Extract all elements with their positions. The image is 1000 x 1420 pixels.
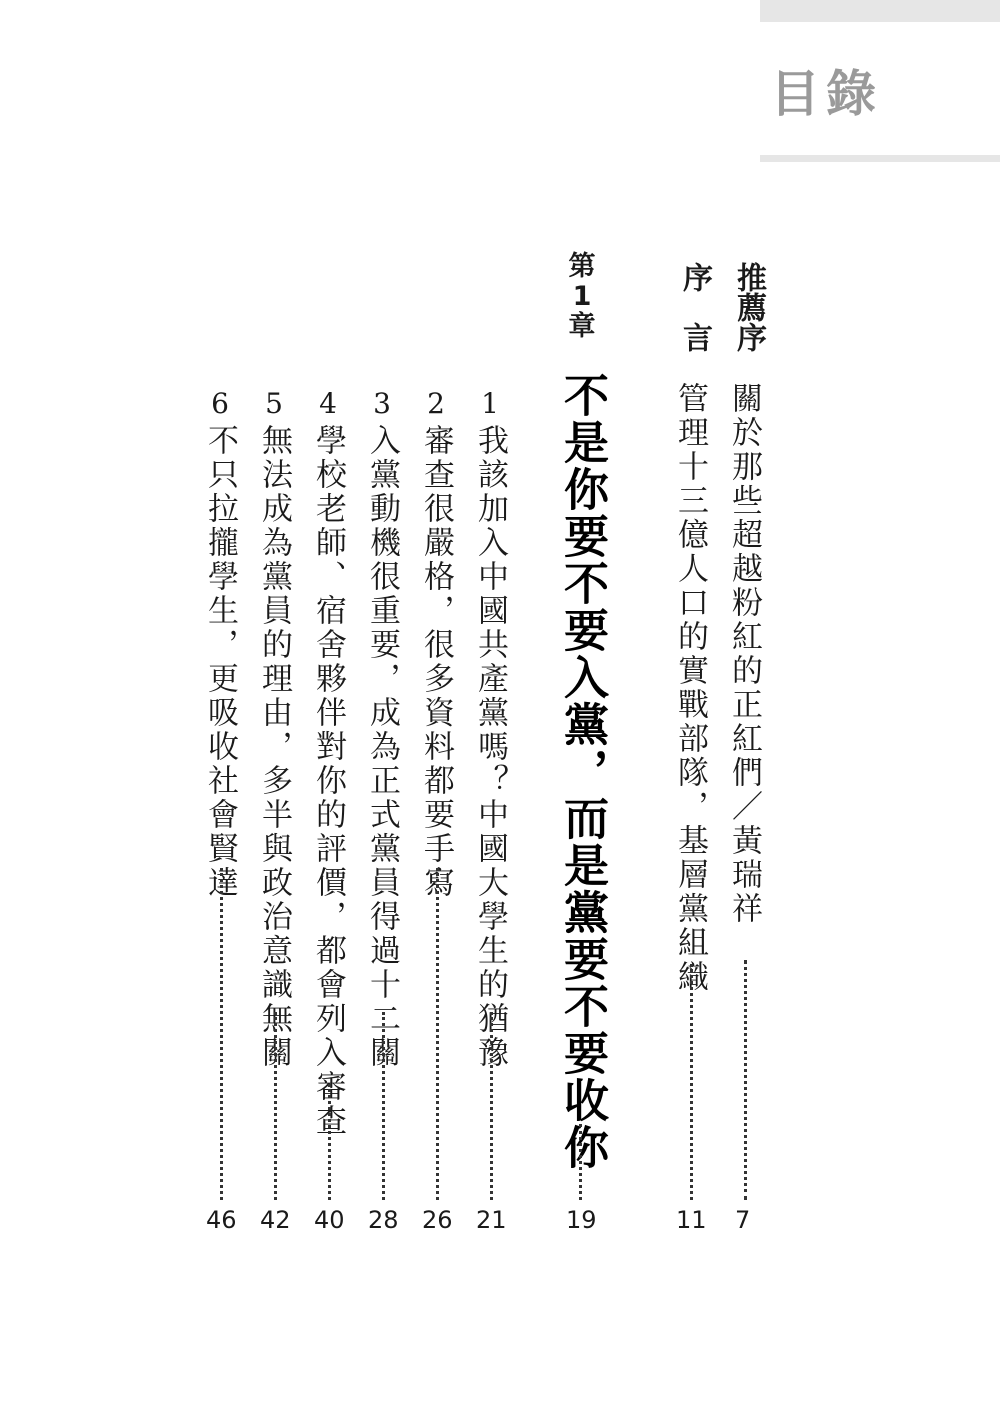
leader-dots: [328, 1084, 331, 1200]
chapter-label-prefix: 第: [568, 251, 596, 282]
section-title: 學校老師、宿舍夥伴對你的評價，都會列入審查: [310, 424, 346, 1138]
page-number: 28: [368, 1206, 399, 1234]
page-number: 11: [676, 1206, 707, 1234]
page-number: 7: [735, 1206, 751, 1234]
chapter-number: 1: [572, 281, 592, 312]
leader-dots: [744, 960, 747, 1200]
page-title: 目錄: [770, 64, 882, 123]
section-number: 1: [481, 387, 499, 420]
leader-dots: [220, 868, 223, 1200]
section-number: 2: [427, 387, 445, 420]
section-title: 入黨動機很重要，成為正式黨員得過十二關: [364, 424, 400, 1070]
chapter-page-number: 19: [566, 1206, 597, 1234]
section-number: 4: [319, 387, 337, 420]
chapter-label-suffix: 章: [568, 311, 596, 342]
section-title: 無法成為黨員的理由，多半與政治意識無關: [256, 424, 292, 1070]
page-number: 42: [260, 1206, 291, 1234]
section-number: 3: [373, 387, 391, 420]
front-matter-title-1: 關於那些超越粉紅的正紅們／黃瑞祥: [726, 382, 762, 926]
leader-dots: [436, 868, 439, 1200]
chapter-label: [562, 252, 602, 342]
section-number: 5: [265, 387, 283, 420]
section-title: 不只拉攏學生，更吸收社會賢達: [202, 424, 238, 900]
leader-dots: [579, 1124, 582, 1200]
section-number: 6: [211, 387, 229, 420]
leader-dots: [490, 1012, 493, 1200]
leader-dots: [382, 1012, 385, 1200]
page-number: 46: [206, 1206, 237, 1234]
page-number: 26: [422, 1206, 453, 1234]
front-matter-title-2: 管理十三億人口的實戰部隊，基層黨組織: [672, 382, 708, 994]
section-title: 我該加入中國共產黨嗎？中國大學生的猶豫: [472, 424, 508, 1070]
section-title: 審查很嚴格，很多資料都要手寫: [418, 424, 454, 900]
page-number: 40: [314, 1206, 345, 1234]
front-matter-label-2: 序 言: [677, 262, 712, 352]
chapter-title: 不是你要不要入黨，而是黨要不要收你: [556, 372, 609, 1171]
page-number: 21: [476, 1206, 507, 1234]
front-matter-label-1: 推薦序: [731, 262, 766, 352]
leader-dots: [690, 964, 693, 1200]
leader-dots: [274, 1012, 277, 1200]
